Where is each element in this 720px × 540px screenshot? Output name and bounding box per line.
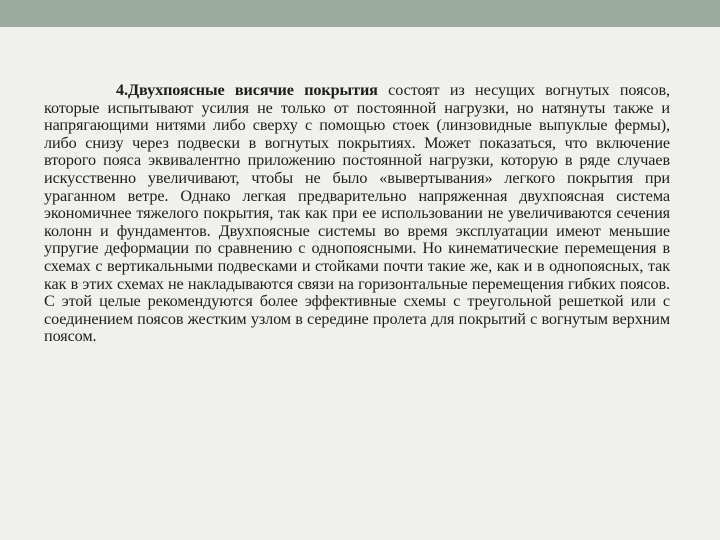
paragraph <box>44 82 670 346</box>
slide-text-block <box>44 82 670 346</box>
top-accent-bar <box>0 0 720 27</box>
item-number: 4. <box>116 81 128 99</box>
paragraph-body: состоят из несущих вогнутых поясов, которые испытывают усилия не только от постоянной нагрузки, но натянуты также и напрягающими нитями либо сверху с помощью стоек (линзовидные выпуклые фермы), либо снизу через подвески в вогнутых покрытиях. Может показаться, что включение второго пояса эквивалентно приложению постоянной нагрузки, которую в ряде случаев искусственно увеличивают, чтобы не было «вывертывания» легкого покрытия при ураганном ветре. Однако легкая предварительно напряженная двухпоясная система экономичнее тяжелого покрытия, так как при ее использовании не увеличиваются сечения колонн и фундаментов. Двухпоясные системы во время эксплуатации имеют меньшие упругие деформации по сравнению с однопоясными. Но кинематические перемещения в схемах с вертикальными подвесками и стойками почти такие же, как и в однопоясных, так как в этих схемах не накладываются связи на горизонтальные перемещения гибких поясов. С этой целые рекомендуются более эффективные схемы с треугольной решеткой или с соединением поясов жестким узлом в середине пролета для покрытий с вогнутым верхним поясом. <box>44 81 670 346</box>
heading-term: Двухпоясные висячие покрытия <box>127 81 378 99</box>
